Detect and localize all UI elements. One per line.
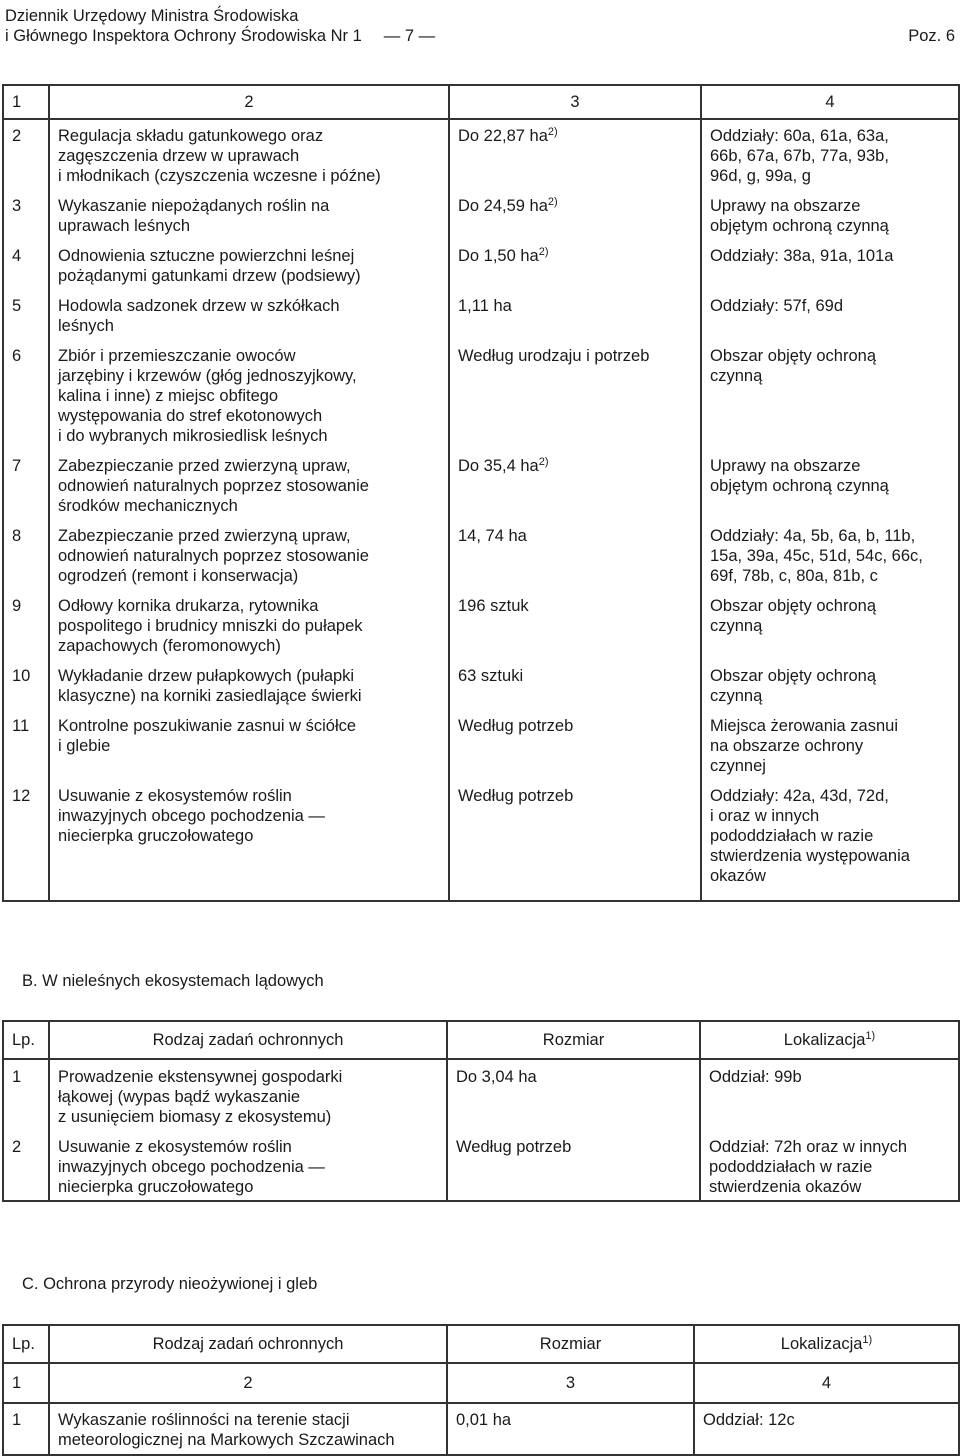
- row-location: Oddział: 12c: [694, 1403, 959, 1455]
- column-number: 4: [701, 85, 959, 119]
- column-number: 3: [447, 1363, 694, 1403]
- column-number-row: [3, 85, 959, 119]
- row-location: Miejsca żerowania zasnui na obszarze ochrony czynnej: [701, 710, 959, 780]
- row-task: Usuwanie z ekosystemów roślin inwazyjnych obcego pochodzenia — niecierpka gruczołowatego: [49, 1130, 447, 1201]
- table-row: [3, 119, 959, 190]
- row-location: Oddział: 99b: [700, 1059, 959, 1130]
- header-lp: Lp.: [3, 1325, 49, 1363]
- row-size-text: 1,11 ha: [458, 297, 512, 315]
- row-location: Obszar objęty ochroną czynną: [701, 590, 959, 660]
- column-number: 1: [3, 85, 49, 119]
- row-task: Kontrolne poszukiwanie zasnui w ściółce i glebie: [49, 710, 449, 780]
- table-header-row: [3, 1325, 959, 1363]
- row-task: Hodowla sadzonek drzew w szkółkach leśnych: [49, 290, 449, 340]
- row-number: 3: [3, 190, 49, 240]
- journal-subtitle: [5, 26, 955, 46]
- row-size-text: Do 35,4 ha: [458, 457, 539, 475]
- position-number: Poz. 6: [908, 27, 955, 45]
- column-number: 2: [49, 1363, 447, 1403]
- row-task: Regulacja składu gatunkowego oraz zagęszczenia drzew w uprawach i młodnikach (czyszczenia wczesne i późne): [49, 119, 449, 190]
- row-number: 4: [3, 240, 49, 290]
- row-size: Według potrzeb: [447, 1130, 700, 1201]
- header-lp: Lp.: [3, 1021, 49, 1059]
- row-location: Oddział: 72h oraz w innych pododdziałach w razie stwierdzenia okazów: [700, 1130, 959, 1201]
- table-row: [3, 190, 959, 240]
- row-size-text: Według potrzeb: [458, 717, 574, 735]
- table-row: [3, 780, 959, 901]
- row-size: [449, 520, 701, 590]
- row-size: 0,01 ha: [447, 1403, 694, 1455]
- row-task: Odłowy kornika drukarza, rytownika pospolitego i brudnicy mniszki do pułapek zapachowych (feromonowych): [49, 590, 449, 660]
- footnote-marker: 2): [547, 196, 558, 208]
- column-number: 3: [449, 85, 701, 119]
- row-size: [449, 190, 701, 240]
- row-size-text: 196 sztuk: [458, 597, 529, 615]
- header-location-text: Lokalizacja: [780, 1335, 863, 1353]
- row-number: 2: [3, 1130, 49, 1201]
- row-task: Usuwanie z ekosystemów roślin inwazyjnych obcego pochodzenia — niecierpka gruczołowatego: [49, 780, 449, 901]
- footnote-marker: 1): [865, 1030, 876, 1042]
- row-size: [449, 340, 701, 450]
- row-size-text: Według potrzeb: [458, 787, 574, 805]
- row-number: 9: [3, 590, 49, 660]
- table-row: [3, 1059, 959, 1130]
- journal-title: Dziennik Urzędowy Ministra Środowiska: [5, 7, 299, 25]
- journal-issuer: i Głównego Inspektora Ochrony Środowiska Nr 1: [5, 27, 362, 45]
- row-size: [449, 710, 701, 780]
- row-size: [449, 660, 701, 710]
- row-size: [449, 780, 701, 901]
- row-size-text: 63 sztuki: [458, 667, 524, 685]
- column-number: 4: [694, 1363, 959, 1403]
- section-c-title: C. Ochrona przyrody nieożywionej i gleb: [22, 1275, 318, 1293]
- header-size: Rozmiar: [447, 1021, 700, 1059]
- row-number: 1: [3, 1403, 49, 1455]
- table-abiotic-tasks: [2, 1324, 960, 1456]
- row-location: Oddziały: 4a, 5b, 6a, b, 11b, 15a, 39a, 45c, 51d, 54c, 66c, 69f, 78b, c, 80a, 81b, c: [701, 520, 959, 590]
- row-number: 2: [3, 119, 49, 190]
- table-row: [3, 1403, 959, 1455]
- row-number: 6: [3, 340, 49, 450]
- row-number: 7: [3, 450, 49, 520]
- row-size: [449, 240, 701, 290]
- column-number: 2: [49, 85, 449, 119]
- row-task: Prowadzenie ekstensywnej gospodarki łąkowej (wypas bądź wykaszanie z usunięciem biomasy z ekosystemu): [49, 1059, 447, 1130]
- column-number: 1: [3, 1363, 49, 1403]
- column-number-row: [3, 1363, 959, 1403]
- table-row: [3, 590, 959, 660]
- header-size: Rozmiar: [447, 1325, 694, 1363]
- row-size: [449, 590, 701, 660]
- row-location: Oddziały: 60a, 61a, 63a, 66b, 67a, 67b, 77a, 93b, 96d, g, 99a, g: [701, 119, 959, 190]
- row-task: Odnowienia sztuczne powierzchni leśnej pożądanymi gatunkami drzew (podsiewy): [49, 240, 449, 290]
- row-number: 12: [3, 780, 49, 901]
- row-number: 1: [3, 1059, 49, 1130]
- table-row: [3, 450, 959, 520]
- row-size-text: Do 22,87 ha: [458, 127, 548, 145]
- row-location: Oddziały: 38a, 91a, 101a: [701, 240, 959, 290]
- row-number: 10: [3, 660, 49, 710]
- table-row: [3, 240, 959, 290]
- row-task: Zbiór i przemieszczanie owoców jarzębiny i krzewów (głóg jednoszyjkowy, kalina i inne) z miejsc obfitego występowania do stref ekotonowych i do wybranych mikrosiedlisk leśnych: [49, 340, 449, 450]
- row-location: Oddziały: 42a, 43d, 72d, i oraz w innych pododdziałach w razie stwierdzenia występowania okazów: [701, 780, 959, 901]
- row-task: Wykładanie drzew pułapkowych (pułapki klasyczne) na korniki zasiedlające świerki: [49, 660, 449, 710]
- table-header-row: [3, 1021, 959, 1059]
- row-number: 5: [3, 290, 49, 340]
- row-location: Obszar objęty ochroną czynną: [701, 660, 959, 710]
- row-number: 11: [3, 710, 49, 780]
- table-row: [3, 710, 959, 780]
- row-size-text: Do 1,50 ha: [458, 247, 539, 265]
- row-task: Zabezpieczanie przed zwierzyną upraw, odnowień naturalnych poprzez stosowanie środków mechanicznych: [49, 450, 449, 520]
- footnote-marker: 2): [547, 126, 558, 138]
- section-b-title: B. W nieleśnych ekosystemach lądowych: [22, 972, 324, 990]
- row-location: Uprawy na obszarze objętym ochroną czynną: [701, 450, 959, 520]
- row-task: Wykaszanie niepożądanych roślin na uprawach leśnych: [49, 190, 449, 240]
- row-size-text: Według urodzaju i potrzeb: [458, 347, 650, 365]
- footnote-marker: 1): [862, 1334, 873, 1346]
- row-task: Wykaszanie roślinności na terenie stacji meteorologicznej na Markowych Szczawinach: [49, 1403, 447, 1455]
- footnote-marker: 2): [538, 456, 549, 468]
- table-row: [3, 290, 959, 340]
- row-size: [449, 450, 701, 520]
- page-number: — 7 —: [383, 27, 436, 45]
- row-number: 8: [3, 520, 49, 590]
- table-row: [3, 340, 959, 450]
- table-row: [3, 1130, 959, 1201]
- row-size-text: Do 24,59 ha: [458, 197, 548, 215]
- row-location: Uprawy na obszarze objętym ochroną czynną: [701, 190, 959, 240]
- table-row: [3, 520, 959, 590]
- page-header: [5, 6, 955, 46]
- row-size: [449, 119, 701, 190]
- header-location: [694, 1325, 959, 1363]
- table-nonforest-tasks: [2, 1020, 960, 1202]
- row-location: Obszar objęty ochroną czynną: [701, 340, 959, 450]
- table-row: [3, 660, 959, 710]
- header-location: [700, 1021, 959, 1059]
- row-task: Zabezpieczanie przed zwierzyną upraw, odnowień naturalnych poprzez stosowanie ogrodzeń (remont i konserwacja): [49, 520, 449, 590]
- header-location-text: Lokalizacja: [783, 1031, 866, 1049]
- header-task: Rodzaj zadań ochronnych: [49, 1021, 447, 1059]
- row-size: [449, 290, 701, 340]
- table-forest-tasks: [2, 84, 960, 902]
- row-size-text: 14, 74 ha: [458, 527, 527, 545]
- row-size: Do 3,04 ha: [447, 1059, 700, 1130]
- header-task: Rodzaj zadań ochronnych: [49, 1325, 447, 1363]
- footnote-marker: 2): [538, 246, 549, 258]
- row-location: Oddziały: 57f, 69d: [701, 290, 959, 340]
